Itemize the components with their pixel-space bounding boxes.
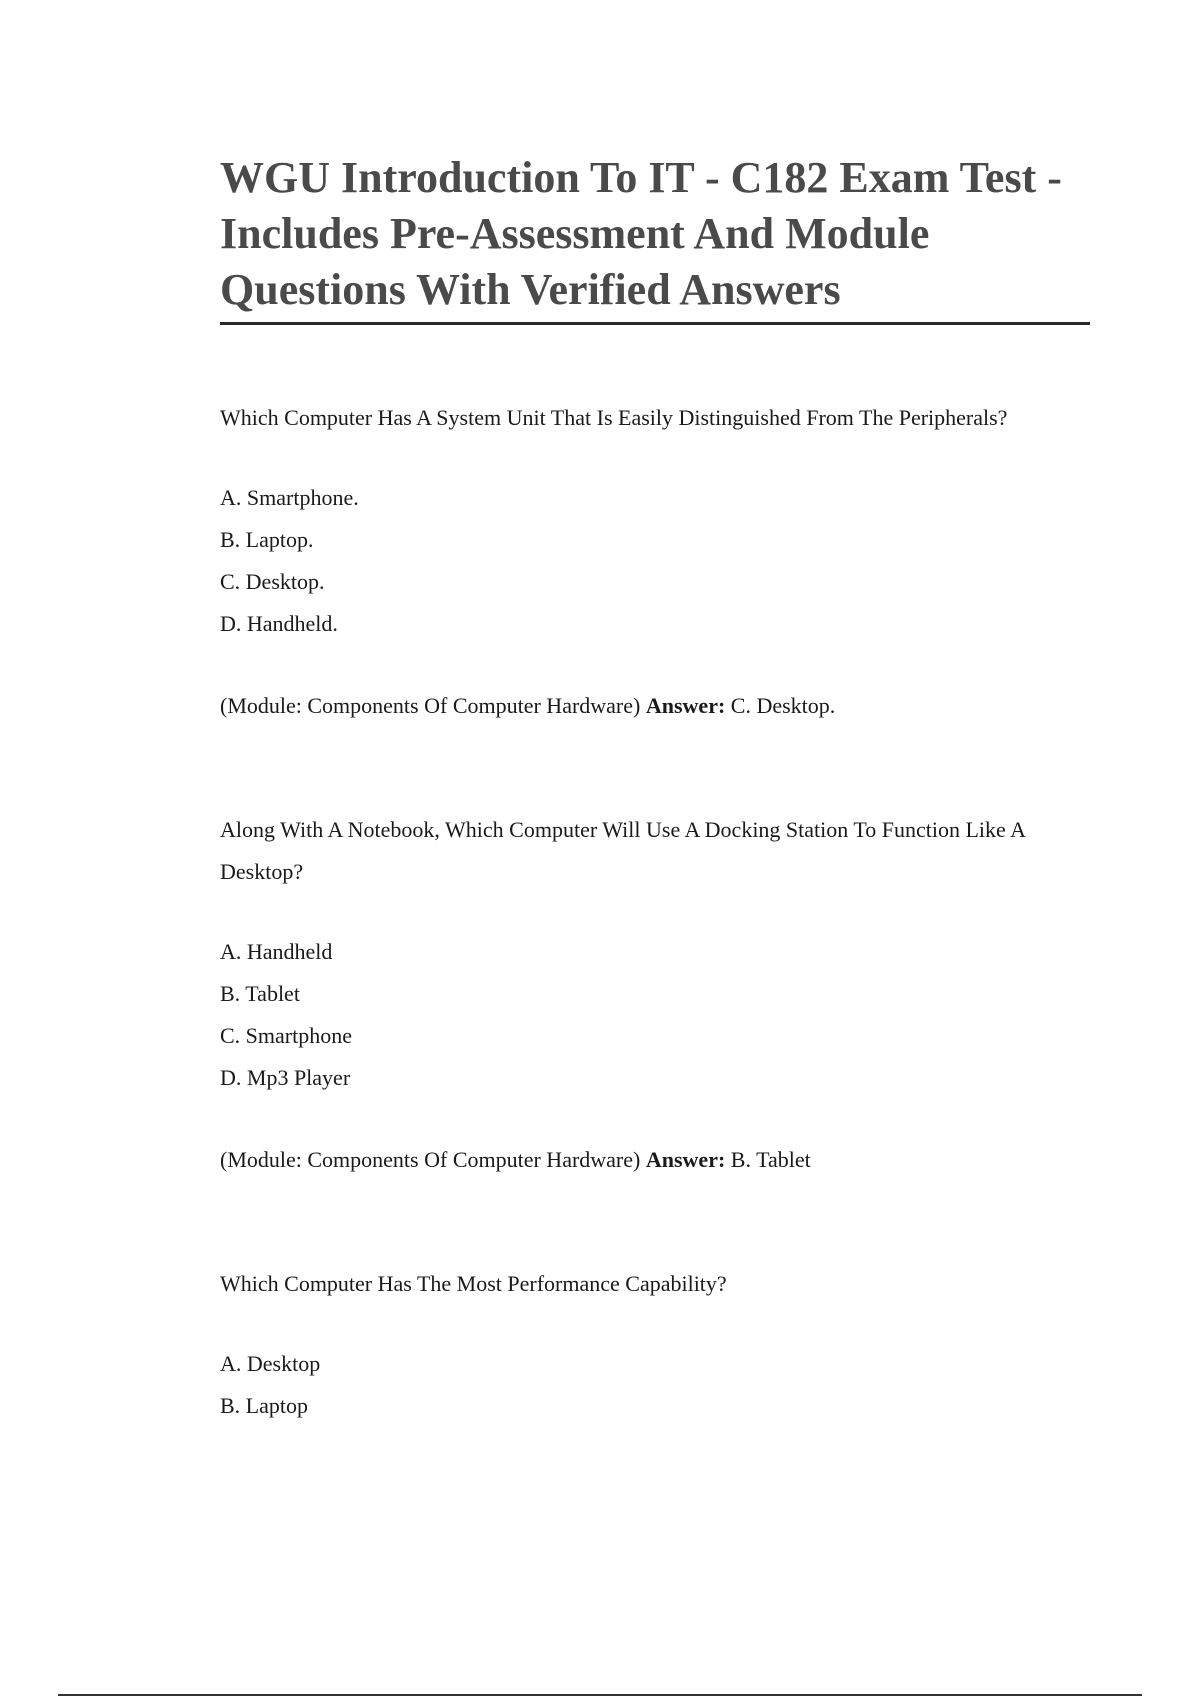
option-d: D. Handheld. [220, 611, 338, 636]
document-title: WGU Introduction To IT - C182 Exam Test - Includes Pre-Assessment And Module Questions With Verified Answers [220, 150, 1090, 325]
option-a: A. Smartphone. [220, 485, 359, 510]
footer-divider [58, 1694, 1142, 1696]
question-text: Which Computer Has The Most Performance Capability? [220, 1271, 727, 1296]
page-content [220, 150, 1090, 1427]
option-c: C. Smartphone [220, 1023, 352, 1048]
answer-line [220, 1139, 1090, 1181]
option-list [220, 1343, 1090, 1427]
answer-value: B. Tablet [730, 1147, 811, 1172]
option-b: B. Laptop [220, 1393, 308, 1418]
option-b: B. Laptop. [220, 527, 314, 552]
answer-value: C. Desktop. [730, 693, 836, 718]
question-text: Along With A Notebook, Which Computer Will Use A Docking Station To Function Like A Desktop? [220, 817, 1025, 884]
option-a: A. Handheld [220, 939, 333, 964]
question-block-1 [220, 397, 1090, 727]
answer-label: Answer: [645, 1147, 726, 1172]
option-b: B. Tablet [220, 981, 300, 1006]
question-text: Which Computer Has A System Unit That Is Easily Distinguished From The Peripherals? [220, 405, 1008, 430]
answer-line [220, 685, 1090, 727]
option-a: A. Desktop [220, 1351, 321, 1376]
option-list [220, 931, 1090, 1099]
option-c: C. Desktop. [220, 569, 325, 594]
option-d: D. Mp3 Player [220, 1065, 351, 1090]
question-block-3 [220, 1263, 1090, 1427]
module-label: (Module: Components Of Computer Hardware) [220, 1147, 641, 1172]
option-list [220, 477, 1090, 645]
module-label: (Module: Components Of Computer Hardware) [220, 693, 641, 718]
question-block-2 [220, 809, 1090, 1181]
answer-label: Answer: [645, 693, 726, 718]
